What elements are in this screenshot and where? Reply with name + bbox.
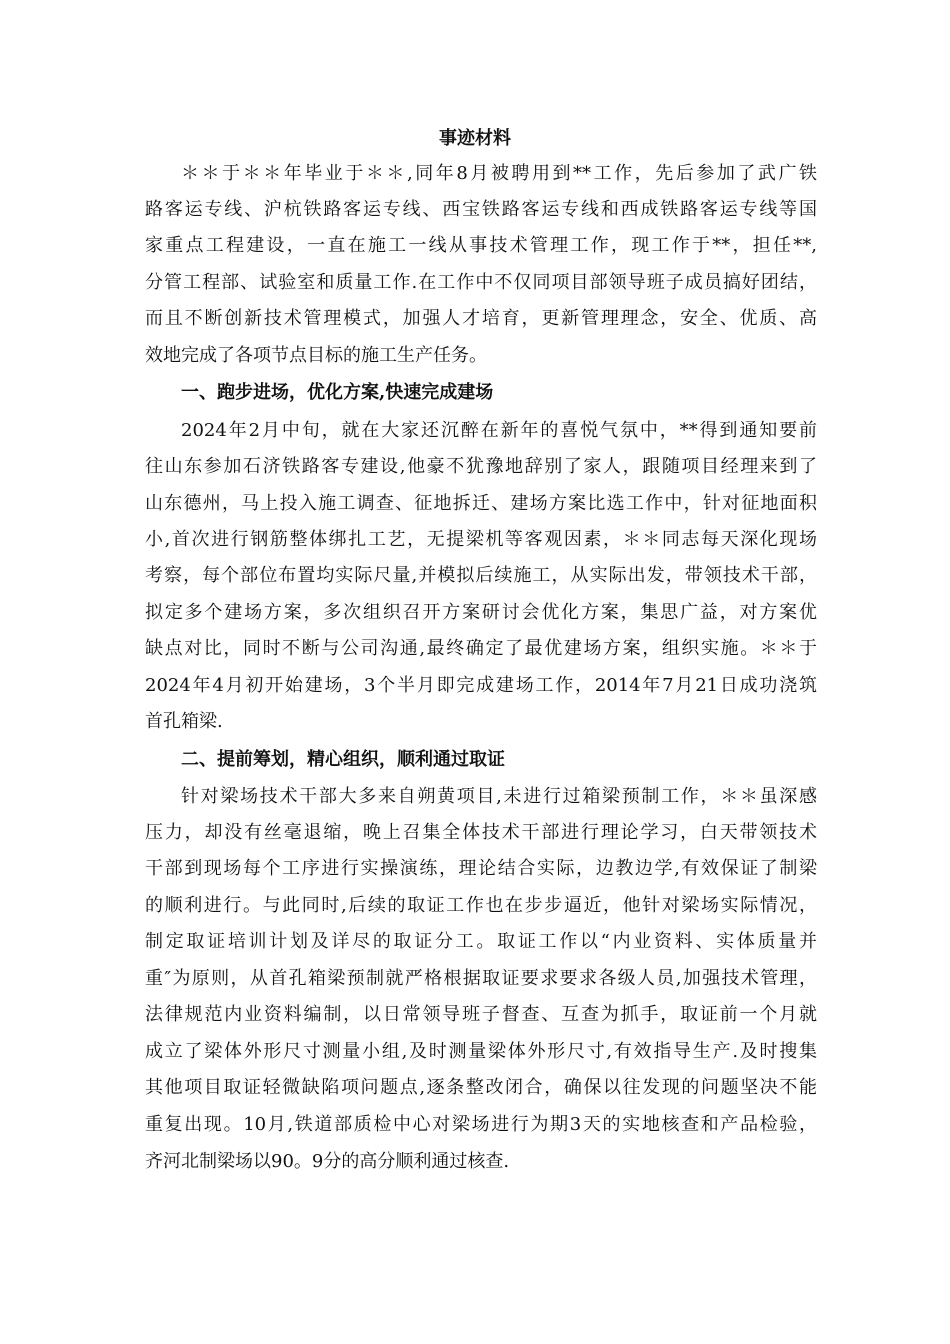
paragraph-line: 制定取证培训计划及详尽的取证分工。取证工作以“内业资料、实体质量并 [145, 931, 817, 952]
paragraph-line: 首孔箱梁. [145, 711, 223, 732]
paragraph-line: 拟定多个建场方案，多次组织召开方案研讨会优化方案，集思广益，对方案优 [145, 602, 817, 623]
paragraph-line: 往山东参加石济铁路客专建设,他豪不犹豫地辞别了家人，跟随项目经理来到了 [145, 456, 817, 477]
paragraph-line: ＊＊于＊＊年毕业于＊＊,同年8月被聘用到**工作，先后参加了武广铁 [181, 163, 817, 184]
document-title: 事迹材料 [439, 128, 511, 149]
paragraph-line: 齐河北制梁场以90。9分的高分顺利通过核查. [145, 1151, 510, 1172]
section-heading: 二、提前筹划，精心组织，顺利通过取证 [181, 749, 505, 770]
paragraph-line: 2024年2月中旬，就在大家还沉醉在新年的喜悦气氛中，**得到通知要前 [181, 420, 817, 441]
paragraph-line: 重复出现。10月,铁道部质检中心对梁场进行为期3天的实地核查和产品检验， [145, 1114, 817, 1135]
paragraph-line: 山东德州，马上投入施工调查、征地拆迁、建场方案比选工作中，针对征地面积 [145, 493, 817, 514]
paragraph-line: 家重点工程建设，一直在施工一线从事技术管理工作，现工作于**，担任**, [145, 235, 817, 256]
paragraph-line: 的顺利进行。与此同时,后续的取证工作也在步步逼近，他针对梁场实际情况， [145, 895, 817, 916]
paragraph-line: 成立了梁体外形尺寸测量小组,及时测量梁体外形尺寸,有效指导生产.及时搜集 [145, 1041, 817, 1062]
paragraph-line: 重″为原则，从首孔箱梁预制就严格根据取证要求要求各级人员,加强技术管理， [145, 968, 817, 989]
paragraph-line: 压力，却没有丝毫退缩，晚上召集全体技术干部进行理论学习，白天带领技术 [145, 822, 817, 843]
paragraph-line: 干部到现场每个工序进行实操演练，理论结合实际，边教边学,有效保证了制梁 [145, 858, 817, 879]
paragraph-line: 而且不断创新技术管理模式，加强人才培育，更新管理理念，安全、优质、高 [145, 308, 817, 329]
paragraph-line: 缺点对比，同时不断与公司沟通,最终确定了最优建场方案，组织实施。＊＊于 [145, 638, 817, 659]
paragraph-line: 效地完成了各项节点目标的施工生产任务。 [145, 345, 487, 366]
paragraph-line: 2024年4月初开始建场，3个半月即完成建场工作，2014年7月21日成功浇筑 [145, 675, 817, 696]
paragraph-line: 其他项目取证轻微缺陷项问题点,逐条整改闭合，确保以往发现的问题坚决不能 [145, 1077, 817, 1098]
paragraph-line: 考察，每个部位布置均实际尺量,并模拟后续施工，从实际出发，带领技术干部， [145, 565, 817, 586]
paragraph-line: 分管工程部、试验室和质量工作.在工作中不仅同项目部领导班子成员搞好团结， [145, 272, 817, 293]
paragraph-line: 小,首次进行钢筋整体绑扎工艺，无提梁机等客观因素，＊＊同志每天深化现场 [145, 529, 817, 550]
paragraph-line: 法律规范内业资料编制，以日常领导班子督查、互查为抓手，取证前一个月就 [145, 1004, 817, 1025]
section-heading: 一、跑步进场，优化方案,快速完成建场 [181, 382, 494, 403]
paragraph-line: 路客运专线、沪杭铁路客运专线、西宝铁路客运专线和西成铁路客运专线等国 [145, 199, 817, 220]
paragraph-line: 针对梁场技术干部大多来自朔黄项目,未进行过箱梁预制工作，＊＊虽深感 [181, 786, 817, 807]
